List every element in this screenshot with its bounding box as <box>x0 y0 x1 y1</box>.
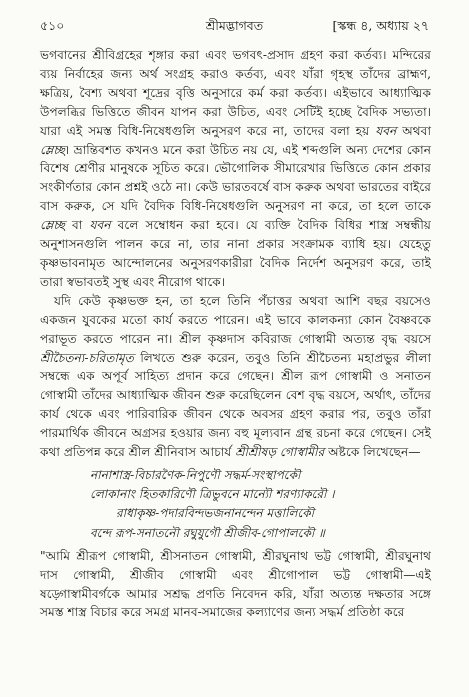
text-run: । ভ্রান্তিবশত কখনও মনে করা উচিত নয় যে, এই শব্দগুলি অন্য দেশের কোন বিশেষ শ্রেণীর মানুষকে সূচিত করে। ভৌগোলিক সীমারেখার ভিত্তিতে কোন প্রকার সংকীর্ণতার কোন প্রশ্নই ওঠে না। কেউ ভারতবর্ষে বাস করুক অথবা ভারতের বাইরে বাস করুক, সে যদি বৈদিক বিধি-নিষেধগুলি অনুসরণ না করে, তা হলে তাকে <box>40 142 431 214</box>
verse-line: নানাশাস্ত্র-বিচারণৈক-নিপুণৌ সদ্ধর্ম-সংস্থাপকৌ <box>90 467 301 482</box>
text-run: লিখতে শুরু করেন, তবুও তিনি শ্রীচৈতন্য মহাপ্রভুর লীলা সম্বন্ধে এক অপূর্ব সাহিত্য প্রদান করে গেছেন। শ্রীল রূপ গোস্বামী ও সনাতন গোস্বামী তাঁদের আধ্যাত্মিক জীবন শুরু করেছিলেন বেশ বৃদ্ধ বয়সে, অর্থাৎ, তাঁদের কার্য থেকে এবং পারিবারিক জীবন থেকে অবসর গ্রহণ করার পর, তবুও তাঁরা পারমার্থিক জীবনে অগ্রসর হওয়ার জন্য বহু মূল্যবান গ্রন্থ রচনা করে গেছেন। সেই কথা প্রতিপন্ন করে শ্রীল শ্রীনিবাস আচার্য <box>40 350 431 460</box>
text-run: ভগবানের শ্রীবিগ্রহের শৃঙ্গার করা এবং ভগবৎ-প্রসাদ গ্রহণ করা কর্তব্য। মন্দিরের ব্যয় নির্বাহের জন্য অর্থ সংগ্রহ করাও কর্তব্য, এবং যাঁরা গৃহস্থ তাঁদের ব্রাহ্মণ, ক্ষত্রিয়, বৈশ্য অথবা শূদ্রের বৃত্তি অনুসারে কর্ম করা কর্তব্য। এইভাবে আধ্যাত্মিক উপলব্ধির ভিত্তিতে জীবন যাপন করা উচিত, এবং সেটিই হচ্ছে বৈদিক সভ্যতা। যারা এই সমস্ত বিধি-নিষেধগুলি অনুসরণ করে না, তাদের বলা হয় <box>40 48 431 138</box>
italic-term: ম্লেচ্ছ <box>40 142 65 157</box>
canto-chapter-reference: [স্কন্ধ ৪, অধ্যায় ২৭ <box>332 18 429 33</box>
paragraph <box>40 292 431 462</box>
verse-line: লোকানাং হিতকারিণৌ ত্রিভুবনে মান্যৌ শরণ্যাকরৌ । <box>90 487 335 502</box>
text-run: বলে সম্বোধন করা হবে। যে ব্যক্তি বৈদিক বিধির শাস্ত্র সম্বন্ধীয় অনুশাসনগুলি পালন করে না, তার নানা প্রকার সংক্রামক ব্যাধি হয়। যেহেতু কৃষ্ণভাবনামৃত আন্দোলনের অনুসরণকারীরা বৈদিক নির্দেশ অনুসরণ করে, তাই তারা স্বভাবতই সুস্থ এবং নীরোগ থাকে। <box>40 218 431 289</box>
text-run: যদি কেউ কৃষ্ণভক্ত হন, তা হলে তিনি পঁচাত্তর অথবা আশি বছর বয়সেও একজন যুবকের মতো কার্য করতে পারেন। এই ভাবে কালকন্যা কোন বৈষ্ণবকে পরাভূত করতে পারেন না। শ্রীল কৃষ্ণদাস কবিরাজ গোস্বামী অত্যন্ত বৃদ্ধ বয়সে <box>40 293 431 346</box>
page-number: ৫১০ <box>40 18 65 33</box>
italic-term: ম্লেচ্ছ <box>40 218 65 233</box>
book-title: শ্রীমদ্ভাগবত <box>205 18 264 33</box>
verse-line: রাধাকৃষ্ণ-পদারবিন্দভজনানন্দেন মত্তালিকৌ <box>116 506 315 521</box>
italic-work-title: শ্রীশ্রীষড় গোস্বামীর <box>235 445 325 460</box>
verse-line: বন্দে রূপ-সনাতনৌ রঘুযুগৌ শ্রীজীব-গোপালকৌ ॥ <box>90 525 325 540</box>
italic-book-title: শ্রীচৈতন্য-চরিতামৃত <box>40 350 134 365</box>
sanskrit-verse <box>40 466 431 543</box>
text-run: অষ্টকে লিখেছেন— <box>324 445 421 460</box>
translation-paragraph: "আমি শ্রীরূপ গোস্বামী, শ্রীসনাতন গোস্বামী, শ্রীরঘুনাথ ভট্ট গোস্বামী, শ্রীরঘুনাথ দাস গোস্বামী, শ্রীজীব গোস্বামী এবং শ্রীগোপাল ভট্ট গোস্বামী—এই ষড়্গোস্বামীবর্গকে আমার সশ্রদ্ধ প্রণতি নিবেদন করি, যাঁরা অত্যন্ত দক্ষতার সঙ্গে সমস্ত শাস্ত্র বিচার করে সমগ্র মানব-সমাজের কল্যাণের জন্য সদ্ধর্ম প্রতিষ্ঠা করে <box>40 548 431 620</box>
text-run: অথবা <box>396 123 431 138</box>
italic-term: যবন <box>89 218 111 233</box>
text-run: বা <box>64 218 90 233</box>
paragraph <box>40 46 431 292</box>
page-header <box>40 18 429 40</box>
italic-term: যবন <box>375 123 397 138</box>
page-body <box>40 46 431 622</box>
